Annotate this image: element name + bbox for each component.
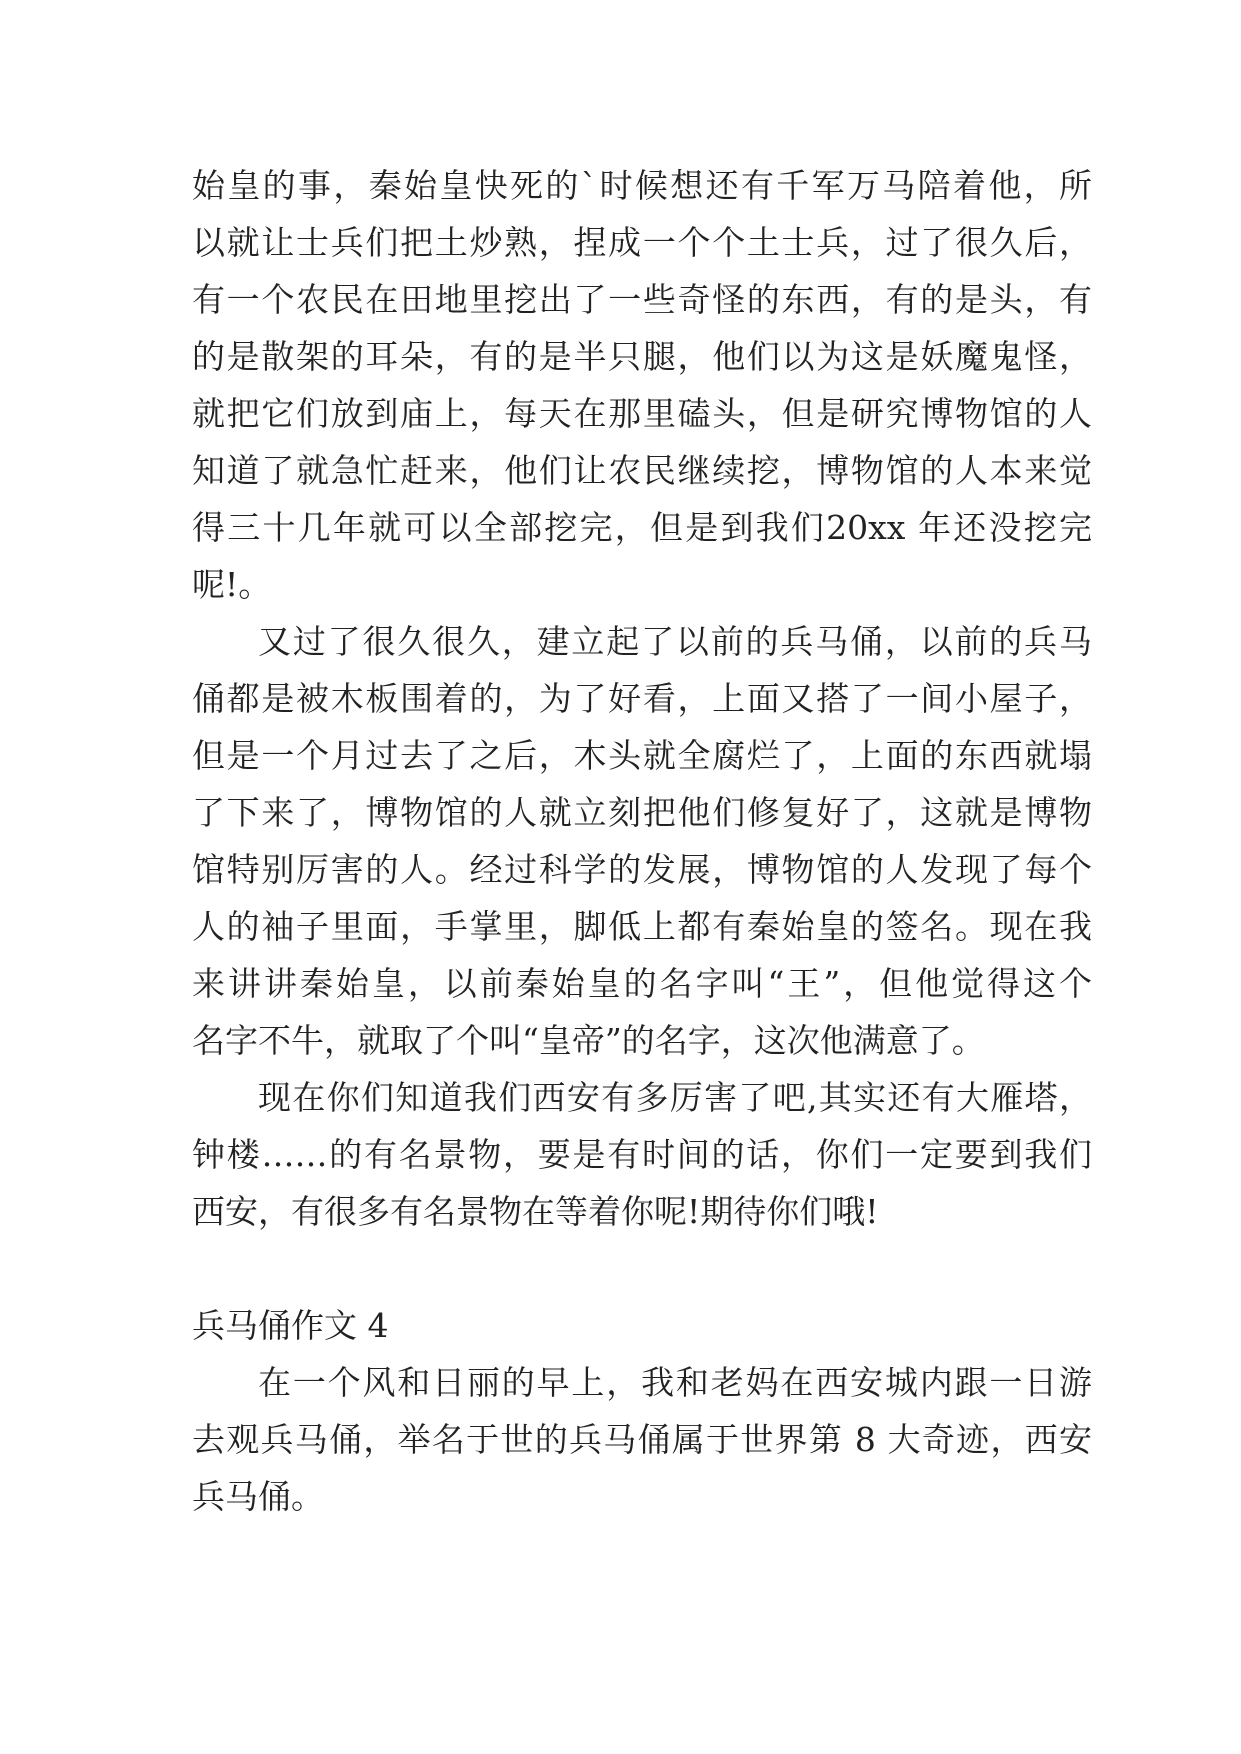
paragraph-3-line-3: 西安，有很多有名景物在等着你呢!期待你们哦!	[192, 1192, 879, 1231]
paragraph-1-line-3: 有一个农民在田地里挖出了一些奇怪的东西，有的是头，有	[192, 280, 1092, 319]
paragraph-3-line-2: 钟楼……的有名景物，要是有时间的话，你们一定要到我们	[192, 1135, 1092, 1174]
paragraph-4-line-3: 兵马俑。	[192, 1477, 324, 1516]
paragraph-2-line-5: 馆特别厉害的人。经过科学的发展，博物馆的人发现了每个	[192, 850, 1092, 889]
paragraph-2-line-8: 名字不牛，就取了个叫“皇帝”的名字，这次他满意了。	[192, 1021, 985, 1060]
paragraph-2-line-1: 又过了很久很久，建立起了以前的兵马俑，以前的兵马	[258, 622, 1092, 661]
paragraph-3-line-1: 现在你们知道我们西安有多厉害了吧,其实还有大雁塔，	[258, 1078, 1092, 1117]
paragraph-1-line-4: 的是散架的耳朵，有的是半只腿，他们以为这是妖魔鬼怪，	[192, 337, 1092, 376]
paragraph-1-line-7: 得三十几年就可以全部挖完，但是到我们20xx 年还没挖完	[192, 508, 1092, 547]
paragraph-2-line-6: 人的袖子里面，手掌里，脚低上都有秦始皇的签名。现在我	[192, 907, 1092, 946]
paragraph-4-line-2: 去观兵马俑，举名于世的兵马俑属于世界第 8 大奇迹，西安	[192, 1420, 1092, 1459]
paragraph-2-line-7: 来讲讲秦始皇，以前秦始皇的名字叫“王”，但他觉得这个	[192, 964, 1092, 1003]
paragraph-2-line-4: 了下来了，博物馆的人就立刻把他们修复好了，这就是博物	[192, 793, 1092, 832]
paragraph-1-line-8: 呢!。	[192, 565, 272, 604]
paragraph-1-line-5: 就把它们放到庙上，每天在那里磕头，但是研究博物馆的人	[192, 394, 1092, 433]
paragraph-1-line-2: 以就让士兵们把土炒熟，捏成一个个土士兵，过了很久后，	[192, 223, 1092, 262]
paragraph-2-line-3: 但是一个月过去了之后，木头就全腐烂了，上面的东西就塌	[192, 736, 1092, 775]
section-heading: 兵马俑作文 4	[192, 1306, 389, 1345]
paragraph-4-line-1: 在一个风和日丽的早上，我和老妈在西安城内跟一日游	[258, 1363, 1092, 1402]
paragraph-2-line-2: 俑都是被木板围着的，为了好看，上面又搭了一间小屋子，	[192, 679, 1092, 718]
paragraph-1-line-1: 始皇的事，秦始皇快死的`时候想还有千军万马陪着他，所	[192, 166, 1092, 205]
paragraph-1-line-6: 知道了就急忙赶来，他们让农民继续挖，博物馆的人本来觉	[192, 451, 1092, 490]
